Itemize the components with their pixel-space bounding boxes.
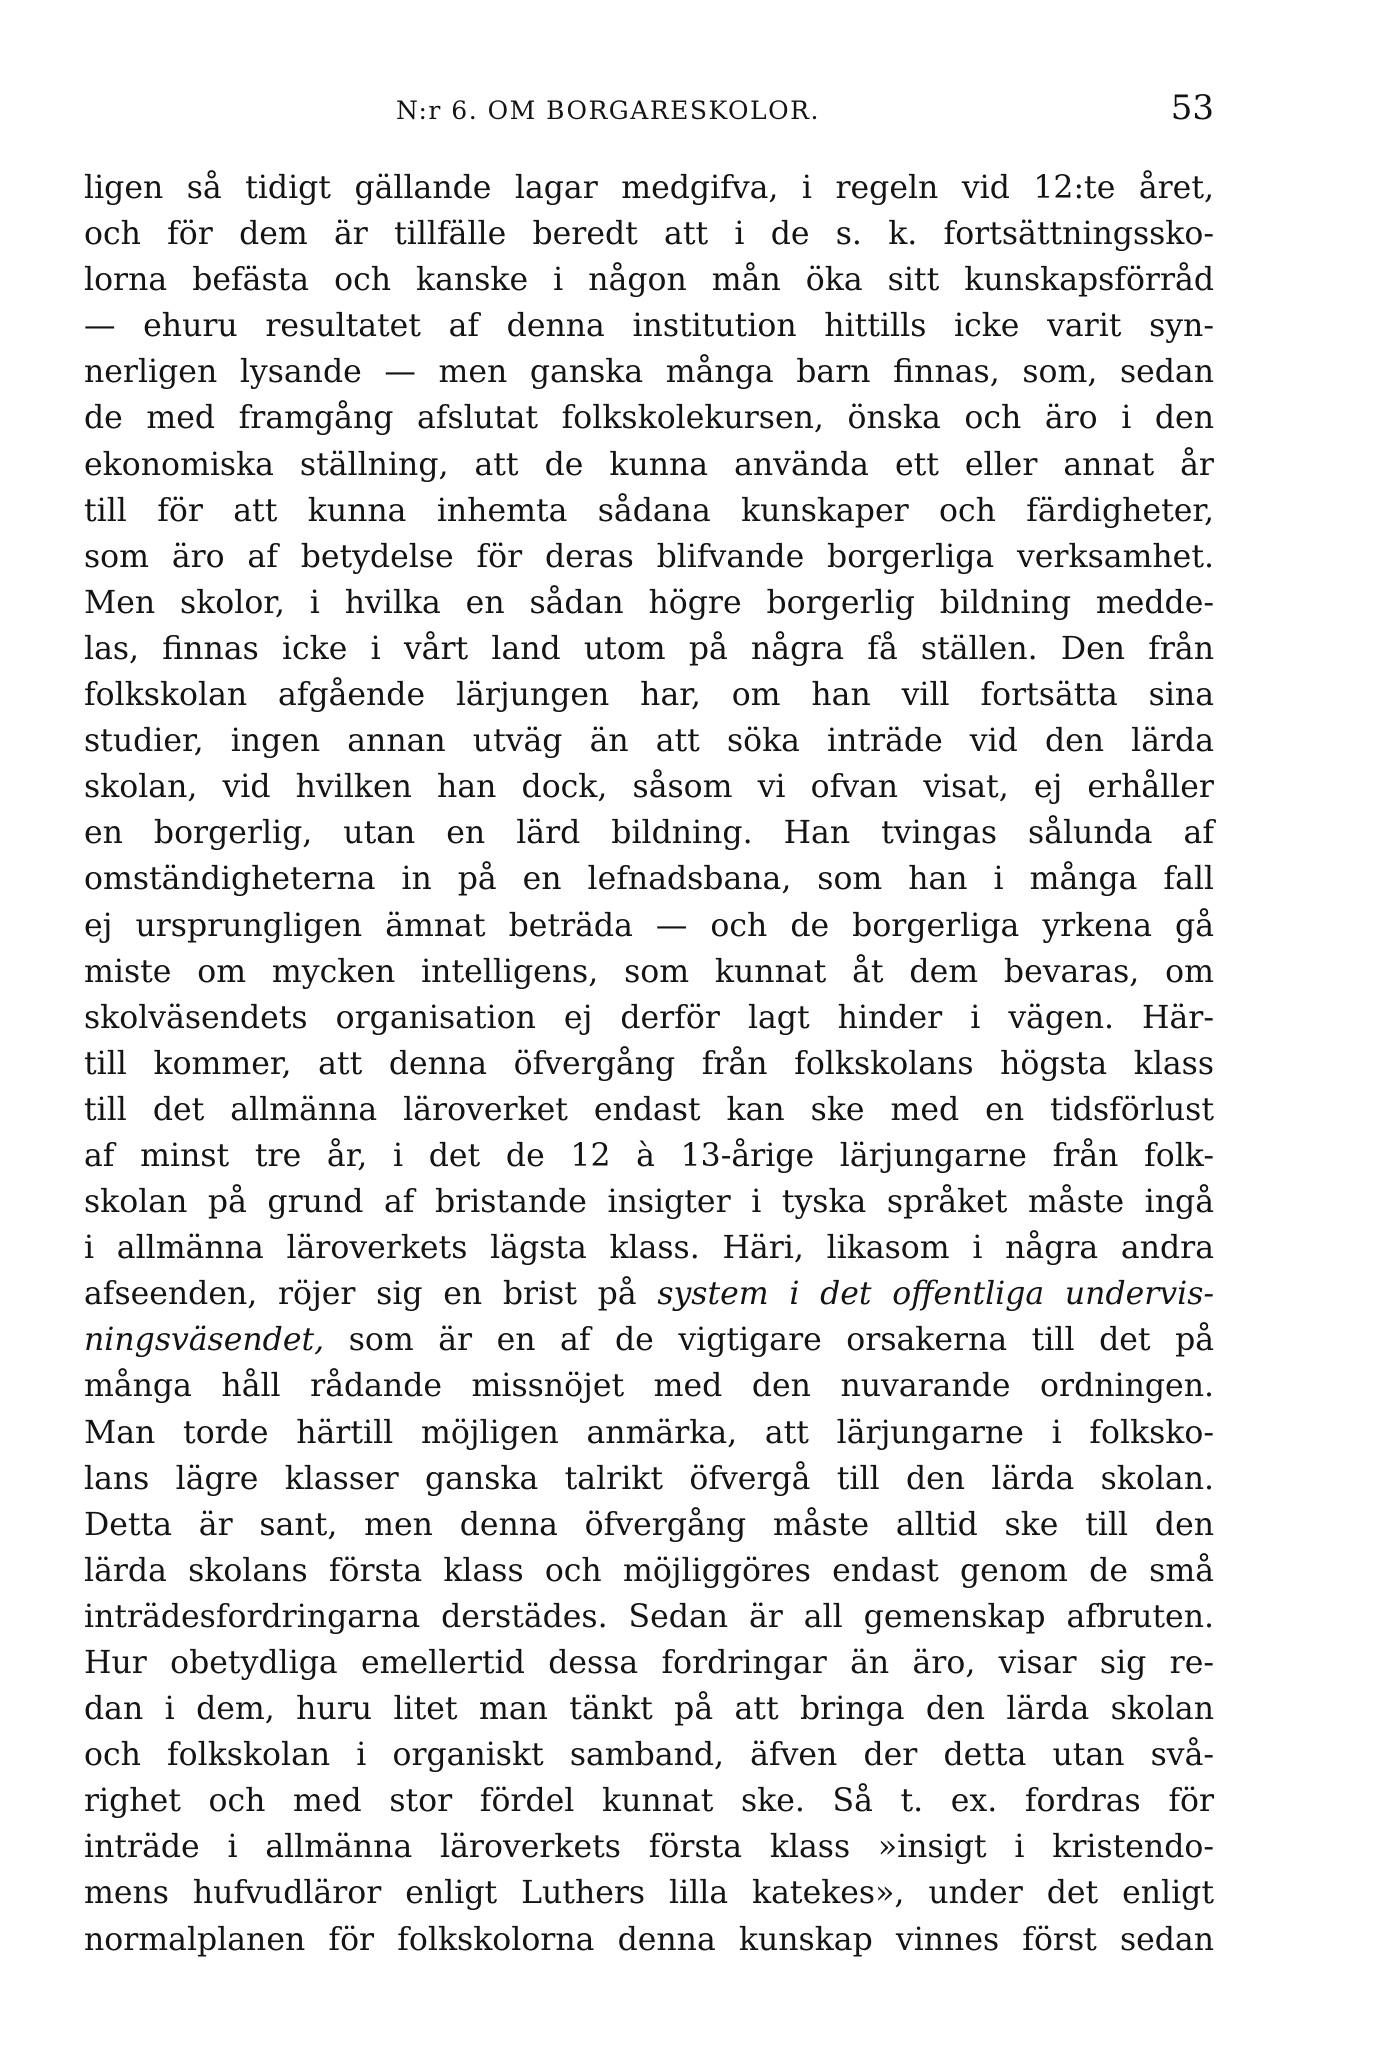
- text-line: skolväsendets organisation ej derför lagt hinder i vägen. Här-: [84, 999, 1214, 1036]
- text-line: dan i dem, huru litet man tänkt på att bringa den lärda skolan: [84, 1691, 1214, 1728]
- text-line: Detta är sant, men denna öfvergång måste alltid ske till den: [84, 1506, 1214, 1543]
- text-line: många håll rådande missnöjet med den nuvarande ordningen.: [84, 1368, 1214, 1405]
- text-line: lorna befästa och kanske i någon mån öka sitt kunskapsförråd: [84, 262, 1214, 299]
- running-header: [84, 88, 1214, 146]
- text-segment: som är en af de vigtigare orsakerna till det på: [348, 1322, 1215, 1359]
- text-line-with-italic: [84, 1271, 1214, 1317]
- text-line: och för dem är tillfälle beredt att i de s. k. fortsättningssko-: [84, 216, 1214, 253]
- text-line: en borgerlig, utan en lärd bildning. Han tvingas sålunda af: [84, 815, 1214, 852]
- text-line: af minst tre år, i det de 12 à 13-årige lärjungarne från folk-: [84, 1137, 1214, 1174]
- body-text: [84, 165, 1214, 1963]
- text-line: ligen så tidigt gällande lagar medgifva, i regeln vid 12:te året,: [84, 170, 1214, 206]
- text-line: normalplanen för folkskolorna denna kunskap vinnes först sedan: [84, 1921, 1214, 1958]
- header-title: N:r 6. OM BORGARESKOLOR.: [396, 96, 820, 125]
- text-line: mens hufvudläror enligt Luthers lilla katekes», under det enligt: [84, 1875, 1214, 1912]
- text-line: Man torde härtill möjligen anmärka, att lärjungarne i folksko-: [84, 1414, 1214, 1451]
- text-line: studier, ingen annan utväg än att söka inträde vid den lärda: [84, 723, 1214, 760]
- text-line: i allmänna läroverkets lägsta klass. Häri, likasom i några andra: [84, 1230, 1214, 1267]
- italic-phrase: system i det offentliga undervis-: [657, 1276, 1215, 1313]
- text-line: righet och med stor fördel kunnat ske. Så t. ex. fordras för: [84, 1783, 1214, 1820]
- text-line: lärda skolans första klass och möjliggöres endast genom de små: [84, 1552, 1214, 1589]
- italic-phrase: ningsväsendet,: [84, 1322, 325, 1359]
- text-line: — ehuru resultatet af denna institution hittills icke varit syn-: [84, 308, 1214, 345]
- text-segment: afseenden, röjer sig en brist på: [84, 1276, 637, 1313]
- text-line: skolan, vid hvilken han dock, såsom vi ofvan visat, ej erhåller: [84, 769, 1214, 806]
- text-line: till för att kunna inhemta sådana kunskaper och färdigheter,: [84, 492, 1214, 529]
- text-line: till det allmänna läroverket endast kan ske med en tidsförlust: [84, 1091, 1214, 1128]
- text-line: ej ursprungligen ämnat beträda — och de borgerliga yrkena gå: [84, 907, 1214, 944]
- text-line: som äro af betydelse för deras blifvande borgerliga verksamhet.: [84, 538, 1214, 575]
- text-line: skolan på grund af bristande insigter i tyska språket måste ingå: [84, 1184, 1214, 1221]
- text-line: Men skolor, i hvilka en sådan högre borgerlig bildning medde-: [84, 584, 1214, 621]
- text-line: inträdesfordringarna derstädes. Sedan är all gemenskap afbruten.: [84, 1598, 1214, 1635]
- text-line: omständigheterna in på en lefnadsbana, som han i många fall: [84, 861, 1214, 898]
- text-line: till kommer, att denna öfvergång från folkskolans högsta klass: [84, 1045, 1214, 1082]
- text-line: ekonomiska ställning, att de kunna använda ett eller annat år: [84, 446, 1214, 483]
- text-line: de med framgång afslutat folkskolekursen, önska och äro i den: [84, 400, 1214, 437]
- text-line: och folkskolan i organiskt samband, äfven der detta utan svå-: [84, 1737, 1214, 1774]
- text-line-with-italic: [84, 1317, 1214, 1363]
- text-line: inträde i allmänna läroverkets första klass »insigt i kristendo-: [84, 1829, 1214, 1866]
- text-line: Hur obetydliga emellertid dessa fordringar än äro, visar sig re-: [84, 1645, 1214, 1681]
- text-line: las, finnas icke i vårt land utom på några få ställen. Den från: [84, 630, 1214, 667]
- text-line: miste om mycken intelligens, som kunnat åt dem bevaras, om: [84, 953, 1214, 990]
- page-number: 53: [1170, 88, 1214, 128]
- text-line: folkskolan afgående lärjungen har, om han vill fortsätta sina: [84, 677, 1214, 714]
- text-line: lans lägre klasser ganska talrikt öfvergå till den lärda skolan.: [84, 1460, 1214, 1497]
- text-line: nerligen lysande — men ganska många barn finnas, som, sedan: [84, 354, 1214, 391]
